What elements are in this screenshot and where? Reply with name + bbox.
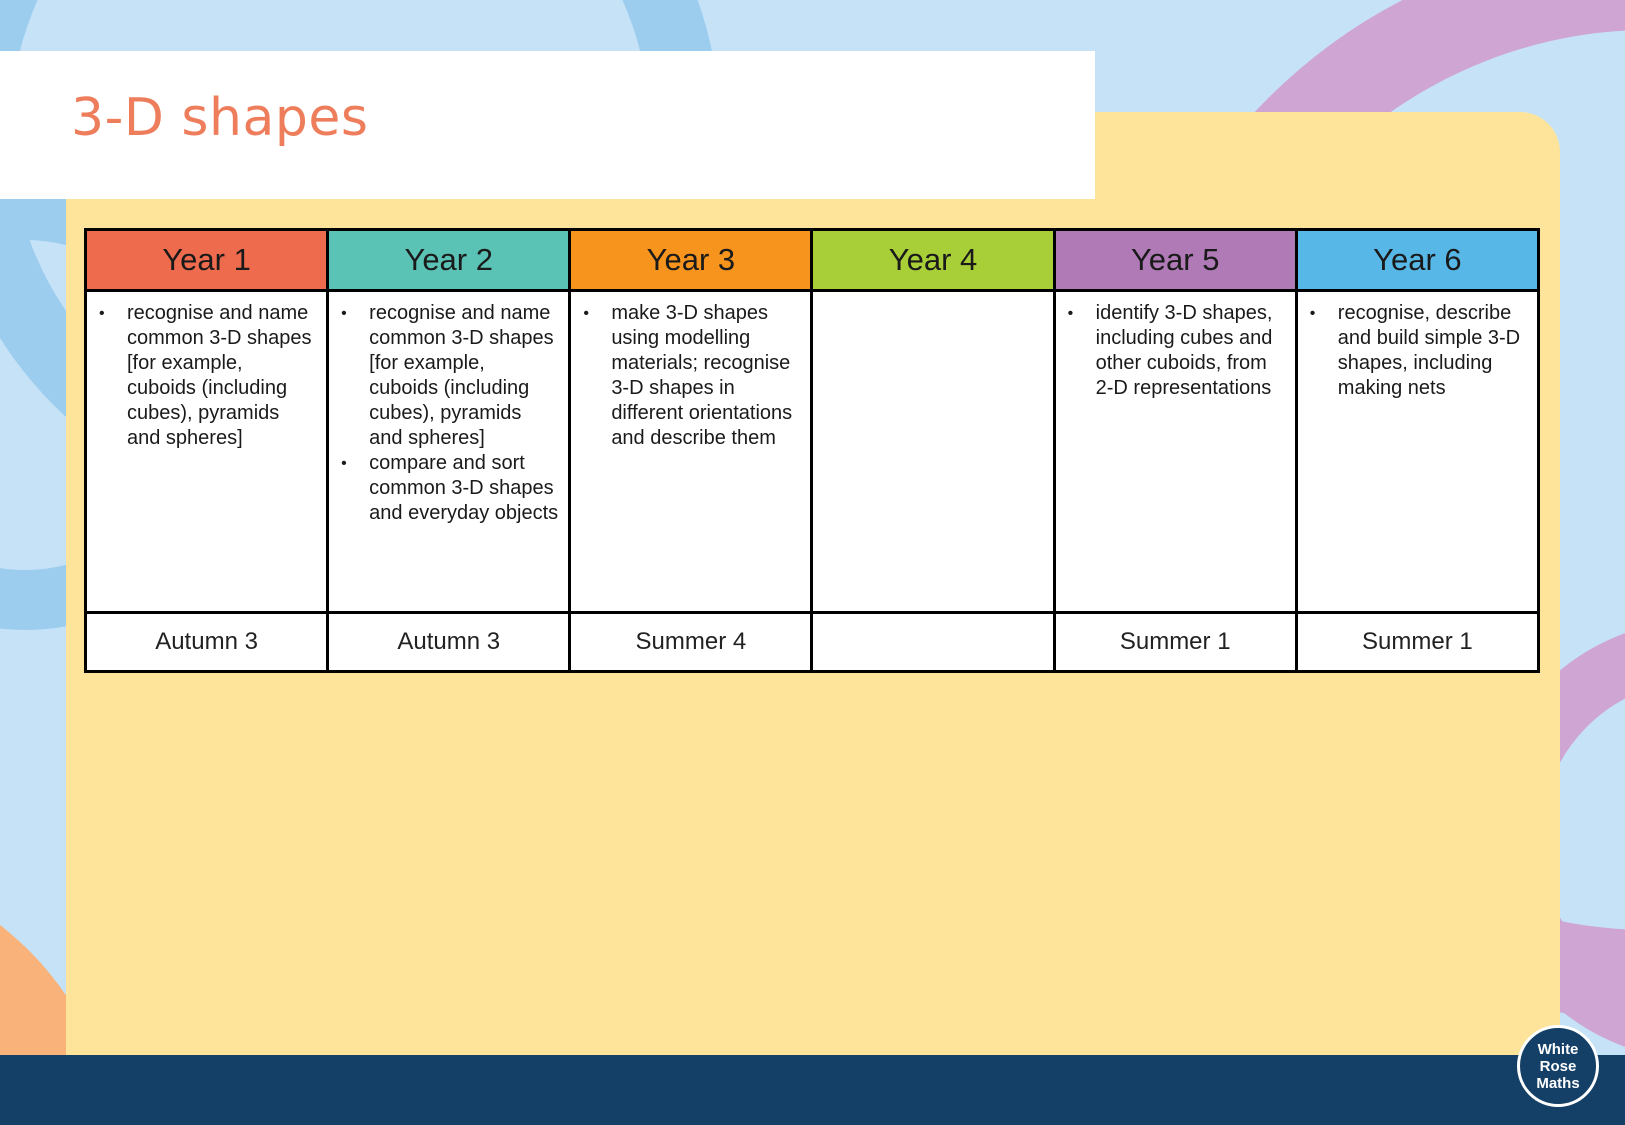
term-cell: Autumn 3 bbox=[86, 613, 328, 672]
objective-item: • identify 3-D shapes, including cubes and other cuboids, from 2-D representations bbox=[1096, 301, 1285, 401]
term-cell: Autumn 3 bbox=[328, 613, 570, 672]
objectives-list bbox=[1066, 301, 1285, 401]
term-row bbox=[86, 613, 1539, 672]
year-header: Year 2 bbox=[328, 230, 570, 291]
logo-text: Maths bbox=[1536, 1074, 1580, 1092]
objectives-cell bbox=[570, 291, 812, 613]
objectives-list bbox=[97, 301, 316, 451]
year-header: Year 1 bbox=[86, 230, 328, 291]
year-header: Year 6 bbox=[1296, 230, 1538, 291]
objective-item: • recognise, describe and build simple 3-D shapes, including making nets bbox=[1338, 301, 1527, 401]
objective-item: • make 3-D shapes using modelling materials; recognise 3-D shapes in different orientations and describe them bbox=[611, 301, 800, 451]
year-header: Year 5 bbox=[1054, 230, 1296, 291]
year-header: Year 4 bbox=[812, 230, 1054, 291]
curriculum-table bbox=[84, 228, 1540, 673]
objectives-cell bbox=[328, 291, 570, 613]
footer-bar bbox=[0, 1055, 1625, 1125]
objectives-cell-empty bbox=[812, 291, 1054, 613]
objectives-list bbox=[1308, 301, 1527, 401]
objective-item: • compare and sort common 3-D shapes and everyday objects bbox=[369, 451, 558, 526]
objectives-row bbox=[86, 291, 1539, 613]
term-cell bbox=[812, 613, 1054, 672]
objectives-list bbox=[339, 301, 558, 526]
objectives-cell bbox=[1296, 291, 1538, 613]
objective-item: • recognise and name common 3-D shapes [for example, cuboids (including cubes), pyramids and spheres] bbox=[369, 301, 558, 451]
term-cell: Summer 1 bbox=[1054, 613, 1296, 672]
objectives-list bbox=[581, 301, 800, 451]
logo-text: Rose bbox=[1539, 1057, 1577, 1075]
term-cell: Summer 4 bbox=[570, 613, 812, 672]
objectives-cell bbox=[86, 291, 328, 613]
logo-text: White bbox=[1537, 1040, 1579, 1058]
year-header: Year 3 bbox=[570, 230, 812, 291]
page-title: 3-D shapes bbox=[71, 88, 369, 148]
year-header-row bbox=[86, 230, 1539, 291]
term-cell: Summer 1 bbox=[1296, 613, 1538, 672]
objective-item: • recognise and name common 3-D shapes [for example, cuboids (including cubes), pyramids and spheres] bbox=[127, 301, 316, 451]
objectives-cell bbox=[1054, 291, 1296, 613]
white-rose-maths-logo bbox=[1517, 1025, 1599, 1107]
